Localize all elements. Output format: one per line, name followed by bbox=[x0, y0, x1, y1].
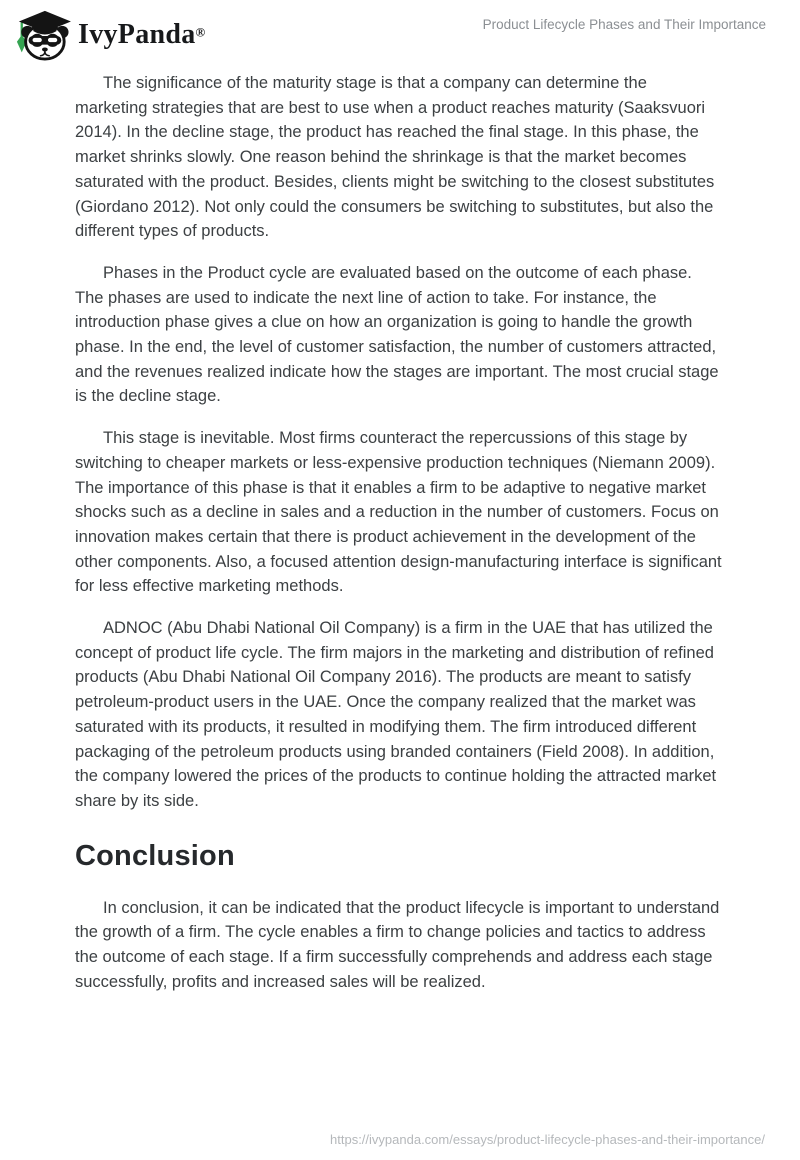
registered-trademark-symbol: ® bbox=[195, 24, 206, 40]
brand bbox=[13, 8, 205, 62]
document-title: Product Lifecycle Phases and Their Importance bbox=[482, 17, 766, 32]
paragraph-phase-evaluation: Phases in the Product cycle are evaluated based on the outcome of each phase. The phases are used to indicate the next line of action to take. For instance, the introduction phase gives a clue on how an organization is going to handle the growth phase. In the end, the level of customer satisfaction, the number of customers attracted, and the revenues realized indicate how the stages are important. The most crucial stage is the decline stage. bbox=[75, 263, 719, 406]
page-header bbox=[13, 8, 766, 66]
conclusion-heading: Conclusion bbox=[75, 839, 235, 872]
paragraph-adnoc-example: ADNOC (Abu Dhabi National Oil Company) is a firm in the UAE that has utilized the concept of product life cycle. The firm majors in the marketing and distribution of refined products (Abu Dhabi National Oil Company 2016). The products are meant to satisfy petroleum-product users in the UAE. Once the company realized that the market was saturated with its products, it resulted in modifying them. The firm introduced different packaging of the petroleum products using branded containers (Field 2008). In addition, the company lowered the prices of the products to continue holding the attracted market share by its side. bbox=[75, 619, 717, 810]
brand-name: IvyPanda bbox=[78, 19, 196, 50]
source-url: https://ivypanda.com/essays/product-lifecycle-phases-and-their-importance/ bbox=[330, 1132, 765, 1147]
paragraph-conclusion: In conclusion, it can be indicated that the product lifecycle is important to understand the growth of a firm. The cycle enables a firm to change policies and tactics to address the outcome of each stage. If a firm successfully comprehends and address each stage successfully, profits and increased sales will be realized. bbox=[75, 898, 720, 991]
ivypanda-panda-logo-icon bbox=[13, 8, 71, 62]
essay-body bbox=[75, 71, 723, 1012]
brand-wordmark bbox=[78, 8, 205, 62]
paragraph-maturity-decline: The significance of the maturity stage is that a company can determine the marketing strategies that are best to use when a product reaches maturity (Saaksvuori 2014). In the decline stage, the product has reached the final stage. In this phase, the market shrinks slowly. One reason behind the shrinkage is that the market becomes saturated with the product. Besides, clients might be switching to the closest substitutes (Giordano 2012). Not only could the consumers be switching to substitutes, but also the different types of products. bbox=[75, 74, 715, 241]
paragraph-decline-importance: This stage is inevitable. Most firms counteract the repercussions of this stage by switching to cheaper markets or less-expensive production techniques (Niemann 2009). The importance of this phase is that it enables a firm to be adaptive to negative market shocks such as a decline in sales and a reduction in the number of customers. Focus on innovation makes certain that there is product achievement in the development of the other components. Also, a focused attention design-manufacturing interface is significant for less effective marketing methods. bbox=[75, 429, 722, 596]
